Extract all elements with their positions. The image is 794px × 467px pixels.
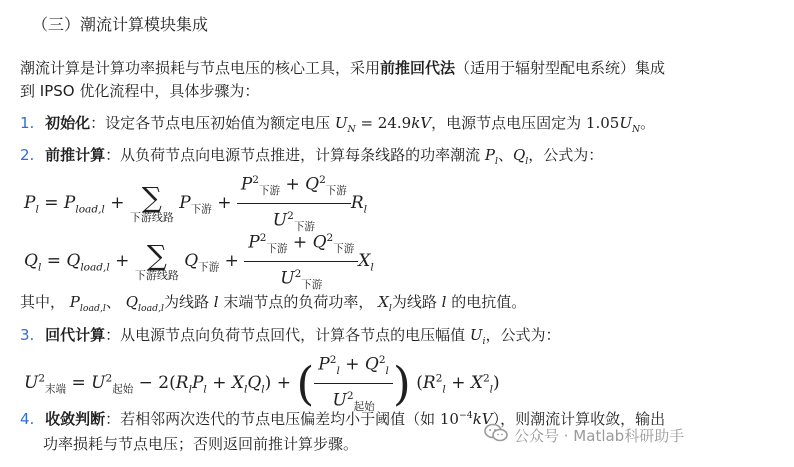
- step-2-number: 2.: [20, 146, 35, 164]
- formula-q: $Q_l = Q_{load,l}$ + ∑ 下游线路 $Q_{下游}$ + $\frac{P^2_{下游} + Q^2_{下游}}{U^2_{下游}}$ $X_l$: [24, 226, 374, 297]
- step-4-line-2: 功率损耗与节点电压；否则返回前推计算步骤。: [43, 435, 359, 453]
- step-3: [20, 324, 561, 347]
- step-1-title: 初始化: [45, 114, 91, 132]
- step-3-text-a: ：从电源节点向负荷节点回代，计算各节点的电压幅值: [105, 326, 470, 344]
- step-4-number: 4.: [20, 410, 35, 428]
- step-1-text-b: ，电源节点电压固定为: [431, 114, 586, 132]
- step-4-math-threshold: $10^{-4}kV$: [439, 410, 493, 428]
- step-2-title: 前推计算: [45, 146, 106, 164]
- step-2-text-a: ：从负荷节点向电源节点推进，计算每条线路的功率潮流: [105, 146, 485, 164]
- step-2-text-c: ，公式为：: [528, 146, 604, 164]
- wechat-icon: [484, 423, 508, 447]
- step-1-math-un: $U_N = 24.9kV$: [334, 114, 432, 135]
- step-2-math-p: $P_l$: [484, 146, 498, 167]
- intro-text-b: （适用于辐射型配电系统）集成: [455, 59, 666, 77]
- fraction: $\frac{P^2_{下游} + Q^2_{下游}}{U^2_{下游}}$: [244, 226, 358, 297]
- section-title: （三）潮流计算模块集成: [32, 15, 209, 34]
- step-3-number: 3.: [20, 326, 35, 344]
- step-2-text-b: 、: [497, 146, 513, 164]
- step-2: [20, 144, 603, 167]
- watermark: [484, 423, 684, 447]
- where-line: 其中， $P_{load,l}$、 $Q_{load,l}$为线路 l 末端节点的负荷功率， $X_l$为线路 l 的电抗值。: [20, 293, 527, 314]
- fraction: $\frac{P^2_{下游} + Q^2_{下游}}{U^2_{下游}}$: [237, 168, 351, 239]
- step-2-math-q: $Q_l$: [512, 146, 529, 167]
- step-3-math-u: $U_i$: [469, 326, 486, 347]
- step-1: [20, 112, 655, 135]
- sum-symbol: ∑ 下游线路: [134, 238, 179, 282]
- step-4-text-a: ：若相邻两次迭代的节点电压偏差均小于阈值（如: [105, 410, 440, 428]
- formula-p: $P_l = P_{load,l}$ + ∑ 下游线路 $P_{下游}$ + $\frac{P^2_{下游} + Q^2_{下游}}{U^2_{下游}}$ $R_l$: [24, 168, 367, 239]
- formula-u: $U^2_{末端} = U^2_{起始} - 2(R_lP_l + X_lQ_l)$ + ( $\frac{P^2_l + Q^2_l}{U^2_{起始}}$ ) $(R^2_l + X^2_l)$: [24, 348, 500, 419]
- intro-text-a: 潮流计算是计算功率损耗与节点电压的核心工具，采用: [20, 59, 381, 77]
- watermark-text: 公众号 · Matlab科研助手: [514, 426, 685, 445]
- step-1-text-c: 。: [640, 114, 656, 132]
- intro-line-1: [20, 57, 665, 78]
- step-4-text-b: ），则潮流计算收敛，输出: [492, 410, 666, 428]
- fraction: $\frac{P^2_l + Q^2_l}{U^2_{起始}}$: [314, 348, 393, 419]
- step-1-text-a: ：设定各节点电压初始值为额定电压: [90, 114, 335, 132]
- step-3-title: 回代计算: [45, 326, 106, 344]
- step-3-text-b: ，公式为：: [485, 326, 561, 344]
- step-1-math-source: $1.05U_N$: [585, 114, 641, 135]
- intro-bold-method: 前推回代法: [380, 59, 456, 77]
- step-4-title: 收敛判断: [45, 410, 106, 428]
- intro-line-2: 到 IPSO 优化流程中，具体步骤为：: [20, 82, 260, 100]
- step-1-number: 1.: [20, 114, 35, 132]
- sum-symbol: ∑ 下游线路: [129, 180, 174, 224]
